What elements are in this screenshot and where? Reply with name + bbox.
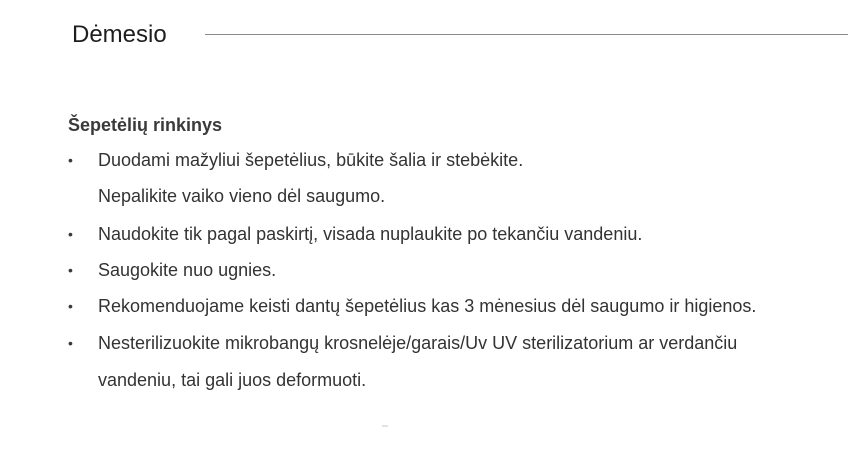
list-item-line: Rekomenduojame keisti dantų šepetėlius kas 3 mėnesius dėl saugumo ir higienos. xyxy=(98,296,757,316)
bullet-marker: • xyxy=(68,262,73,278)
page-title: Dėmesio xyxy=(72,21,167,48)
section-heading: Šepetėlių rinkinys xyxy=(68,115,223,135)
title-row xyxy=(0,0,848,60)
list-item-line: Naudokite tik pagal paskirtį, visada nuplaukite po tekančiu vandeniu. xyxy=(98,224,643,244)
list-item-line: Nesterilizuokite mikrobangų krosnelėje/garais/Uv UV sterilizatorium ar verdančiu xyxy=(98,333,738,353)
bullet-marker: • xyxy=(68,298,73,314)
list-item-line: vandeniu, tai gali juos deformuoti. xyxy=(98,370,367,390)
scan-artifact xyxy=(381,424,389,427)
list-item-line: Nepalikite vaiko vieno dėl saugumo. xyxy=(98,186,386,206)
bullet-marker: • xyxy=(68,226,73,242)
title-divider xyxy=(205,34,848,35)
list-item-line: Duodami mažyliui šepetėlius, būkite šalia ir stebėkite. xyxy=(98,150,524,170)
list-item-line: Saugokite nuo ugnies. xyxy=(98,260,277,280)
bullet-marker: • xyxy=(68,335,73,351)
bullet-marker: • xyxy=(68,152,73,168)
